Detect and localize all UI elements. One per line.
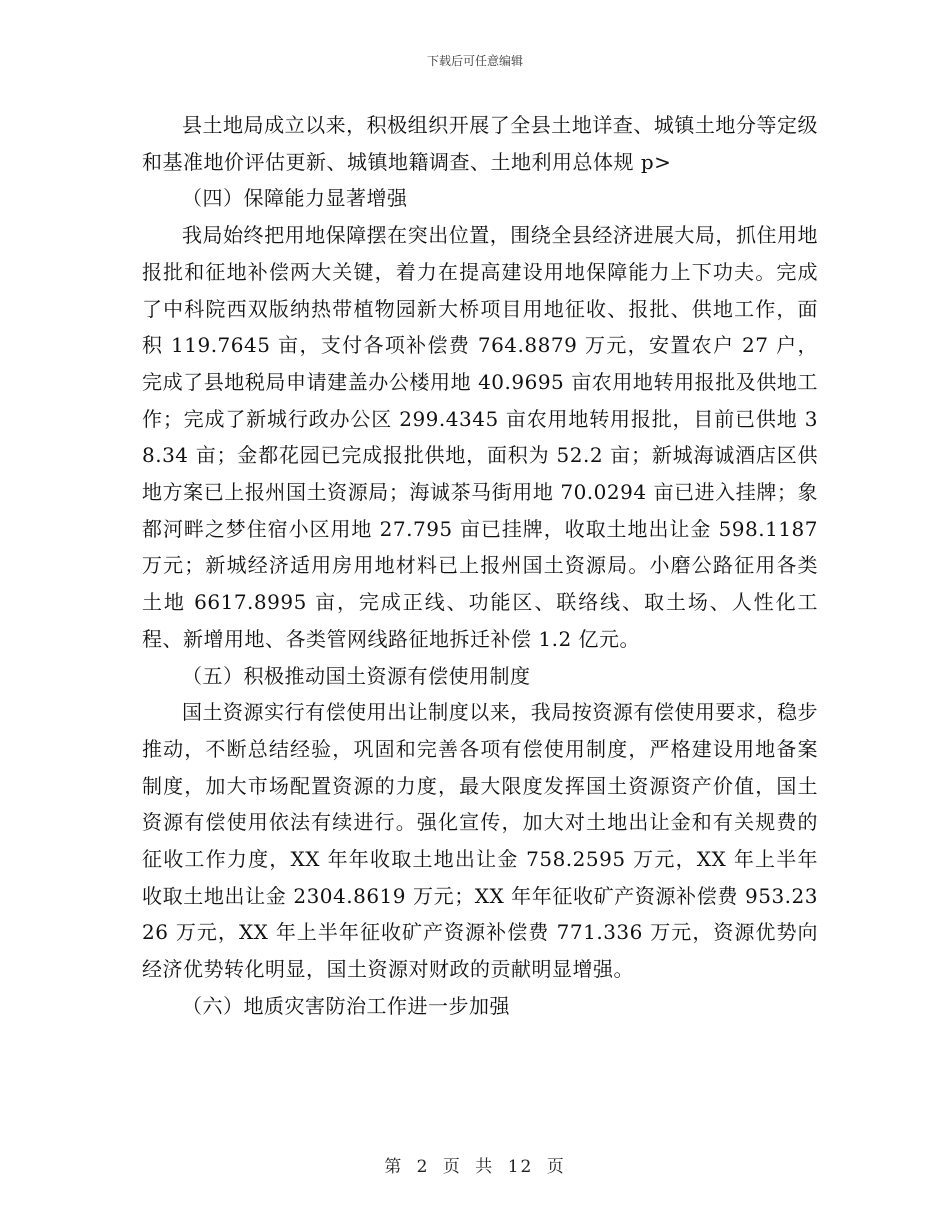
section-heading-6: （六）地质灾害防治工作进一步加强 [182, 993, 510, 1018]
header-note: 下载后可任意编辑 [426, 54, 523, 68]
document-body [142, 107, 818, 1025]
section-heading-5: （五）积极推动国土资源有偿使用制度 [182, 663, 531, 688]
paragraph-paid-use: 国土资源实行有偿使用出让制度以来，我局按资源有偿使用要求，稳步推动，不断总结经验，巩固和完善各项有偿使用制度，严格建设用地备案制度，加大市场配置资源的力度，最大限度发挥国土资源资产价值，国土资源有偿使用依法有续进行。强化宣传，加大对土地出让金和有关规费的征收工作力度，XX 年年收取土地出让金 758.2595 万元，XX 年上半年收取土地出让金 2304.8619 万元；XX 年年征收矿产资源补偿费 953.2326 万元，XX 年上半年征收矿产资源补偿费 771.336 万元，资源优势向经济优势转化明显，国土资源对财政的贡献明显增强。 [142, 700, 818, 982]
section-heading-4: （四）保障能力显著增强 [182, 186, 408, 211]
page-number-footer: 第 2 页 共 12 页 [384, 1157, 566, 1177]
paragraph-land-survey: 县土地局成立以来，积极组织开展了全县土地详查、城镇土地分等定级和基准地价评估更新、城镇地籍调查、土地利用总体规 p> [142, 113, 818, 174]
paragraph-land-guarantee: 我局始终把用地保障摆在突出位置，围绕全县经济进展大局，抓住用地报批和征地补偿两大关键，着力在提高建设用地保障能力上下功夫。完成了中科院西双版纳热带植物园新大桥项目用地征收、报批、供地工作，面积 119.7645 亩，支付各项补偿费 764.8879 万元，安置农户 27 户，完成了县地税局申请建盖办公楼用地 40.9695 亩农用地转用报批及供地工作；完成了新城行政办公区 299.4345 亩农用地转用报批，目前已供地 38.34 亩；金都花园已完成报批供地，面积为 52.2 亩；新城海诚酒店区供地方案已上报州国土资源局；海诚茶马街用地 70.0294 亩已进入挂牌；象都河畔之梦住宿小区用地 27.795 亩已挂牌，收取土地出让金 598.1187 万元；新城经济适用房用地材料已上报州国土资源局。小磨公路征用各类土地 6617.8995 亩，完成正线、功能区、联络线、取土场、人性化工程、新增用地、各类管网线路征地拆迁补偿 1.2 亿元。 [142, 223, 818, 651]
